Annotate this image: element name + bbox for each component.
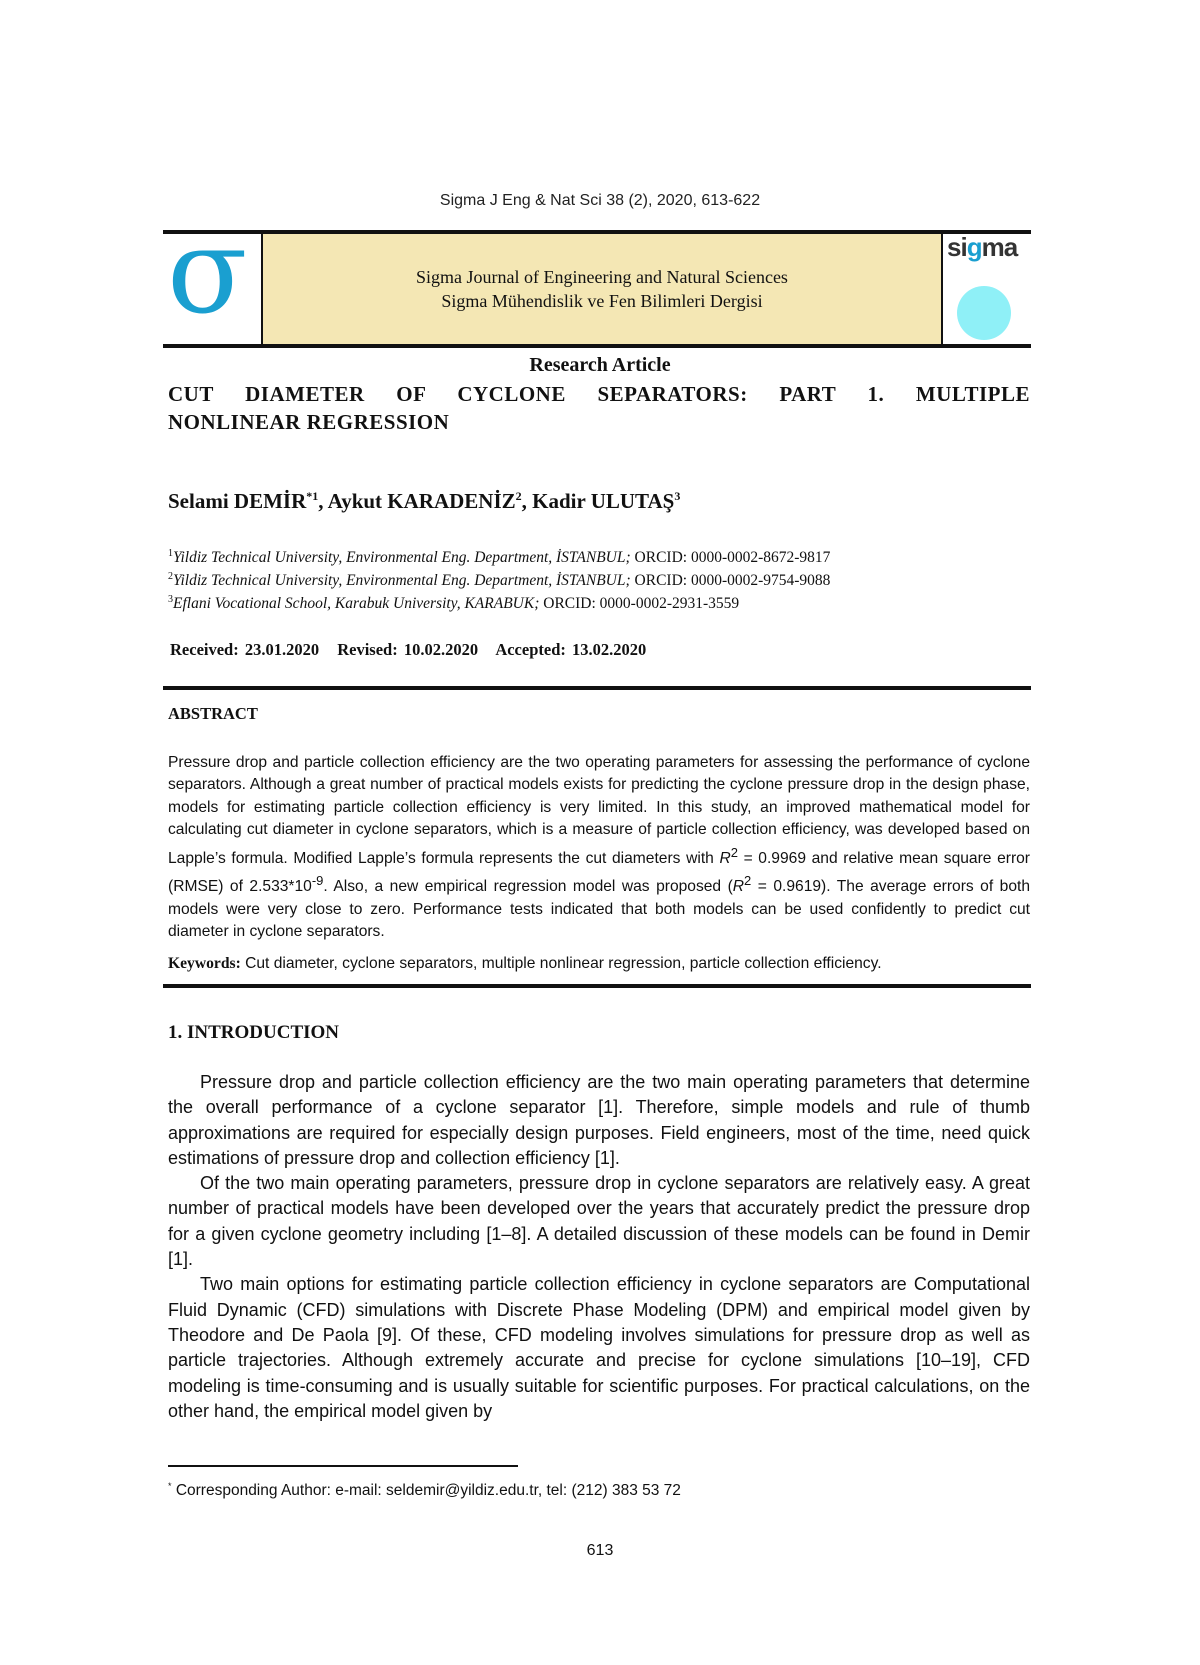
introduction-body <box>168 1070 1030 1424</box>
r-symbol: R <box>732 878 745 896</box>
wordmark-pre: si <box>947 232 967 262</box>
r-symbol: R <box>719 849 731 867</box>
superscript: -9 <box>311 873 324 889</box>
affiliation-number: 3 <box>168 594 173 605</box>
affiliation-orcid: ORCID: 0000-0002-8672-9817 <box>630 549 831 567</box>
title-line-1: CUT DIAMETER OF CYCLONE SEPARATORS: PART 1. MULTIPLE <box>168 382 1030 406</box>
circle-logo-icon <box>957 286 1011 340</box>
footnote-text: Corresponding Author: e-mail: seldemir@yildiz.edu.tr, tel: (212) 383 53 72 <box>171 1482 681 1500</box>
author-separator: , <box>318 489 328 513</box>
banner-logo-cell <box>163 202 263 344</box>
abstract-heading: ABSTRACT <box>168 704 258 723</box>
affiliation-1 <box>168 548 830 567</box>
paragraph: Two main options for estimating particle collection efficiency in cyclone separators are Computational Fluid Dynamic (CFD) simulations with Discrete Phase Modeling (DPM) and empirical model given by Theodore and De Paola [9]. Of these, CFD modeling involves simulations for pressure drop as well as particle trajectories. Although extremely accurate and precise for cyclone simulations [10–19], CFD modeling is time-consuming and is usually suitable for scientific purposes. For practical calculations, on the other hand, the empirical model given by <box>168 1274 1030 1421</box>
journal-name-en: Sigma Journal of Engineering and Natural Sciences <box>416 267 788 287</box>
abstract-top-rule <box>163 686 1031 690</box>
author-name: Selami DEMİR <box>168 489 307 513</box>
paper-title <box>168 380 1030 436</box>
keywords-text: Cut diameter, cyclone separators, multiple nonlinear regression, particle collection efficiency. <box>240 955 882 972</box>
affiliation-orcid: ORCID: 0000-0002-2931-3559 <box>539 595 740 613</box>
author-name: Kadir ULUTAŞ <box>532 489 675 513</box>
affiliation-institution: Yildiz Technical University, Environmental Eng. Department, İSTANBUL; <box>173 572 631 590</box>
superscript: 2 <box>744 873 752 889</box>
wordmark-g: g <box>966 232 982 262</box>
footnote-rule <box>168 1465 518 1467</box>
paragraph: Of the two main operating parameters, pressure drop in cyclone separators are relatively easy. A great number of practical models have been developed over the years that accurately predict the pressure drop for a given cyclone geometry including [1–8]. A detailed discussion of these models can be found in Demir [1]. <box>168 1173 1030 1270</box>
author-mark: 2 <box>515 489 522 503</box>
article-type: Research Article <box>529 354 671 376</box>
affiliation-institution: Yildiz Technical University, Environmental Eng. Department, İSTANBUL; <box>173 549 631 567</box>
paragraph: Pressure drop and particle collection efficiency are the two main operating parameters that determine the overall performance of a cyclone separator [1]. Therefore, simple models and rule of thumb approximations are required for especially design purposes. Field engineers, most of the time, need quick estimations of pressure drop and collection efficiency [1]. <box>168 1072 1030 1168</box>
affiliation-number: 1 <box>168 548 173 559</box>
author-mark: *1 <box>306 489 319 503</box>
superscript: 2 <box>730 844 738 860</box>
revised-date: Revised: 10.02.2020 <box>337 640 479 659</box>
author-list <box>168 489 680 514</box>
dates-line <box>170 640 658 660</box>
abstract-text <box>168 752 1030 944</box>
title-line-2: NONLINEAR REGRESSION <box>168 410 450 434</box>
affiliation-2 <box>168 571 830 590</box>
abstract-part: = 0.9619). The average errors of both models were very close to zero. Performance tests indicated that both models can be used confidently to predict cut diameter in cyclone separators. <box>168 878 1030 941</box>
affiliation-institution: Eflani Vocational School, Karabuk University, KARABUK; <box>173 595 540 613</box>
page-number: 613 <box>586 1542 614 1559</box>
author-name: Aykut KARADENİZ <box>327 489 516 513</box>
footnote <box>168 1481 681 1500</box>
section-heading: 1. INTRODUCTION <box>168 1022 340 1043</box>
journal-name-tr: Sigma Mühendislik ve Fen Bilimleri Dergisi <box>441 291 763 311</box>
author-mark: 3 <box>674 489 681 503</box>
banner-brand-cell <box>943 234 1031 344</box>
received-date: Received: 23.01.2020 <box>170 640 320 659</box>
abstract-part: Pressure drop and particle collection efficiency are the two operating parameters for assessing the performance of cyclone separators. Although a great number of practical models exists for predicting the cyclone pressure drop in the design phase, models for estimating particle collection efficiency is very limited. In this study, an improved mathematical model for calculating cut diameter in cyclone separators, which is a measure of particle collection efficiency, was developed based on Lapple’s formula. Modified Lapple’s formula represents the cut diameters with <box>168 754 1030 867</box>
sigma-wordmark <box>947 232 1017 263</box>
accepted-date: Accepted: 13.02.2020 <box>495 640 647 659</box>
abstract-part: = 0.9969 and relative mean square error (RMSE) of 2.533*10 <box>168 849 1030 896</box>
abstract-bottom-rule <box>163 984 1031 988</box>
wordmark-post: ma <box>981 232 1018 262</box>
author-separator: , <box>521 489 533 513</box>
abstract-part: . Also, a new empirical regression model was proposed ( <box>323 878 733 896</box>
affiliation-orcid: ORCID: 0000-0002-9754-9088 <box>630 572 831 590</box>
affiliation-3 <box>168 594 739 613</box>
journal-banner <box>163 202 1031 348</box>
keywords <box>168 955 1030 973</box>
footnote-mark: * <box>168 1481 172 1491</box>
keywords-label: Keywords: <box>168 955 241 972</box>
affiliation-number: 2 <box>168 571 173 582</box>
running-head: Sigma J Eng & Nat Sci 38 (2), 2020, 613-622 <box>439 192 761 209</box>
sigma-logo-icon: σ <box>167 202 248 340</box>
banner-title-cell <box>263 234 943 344</box>
